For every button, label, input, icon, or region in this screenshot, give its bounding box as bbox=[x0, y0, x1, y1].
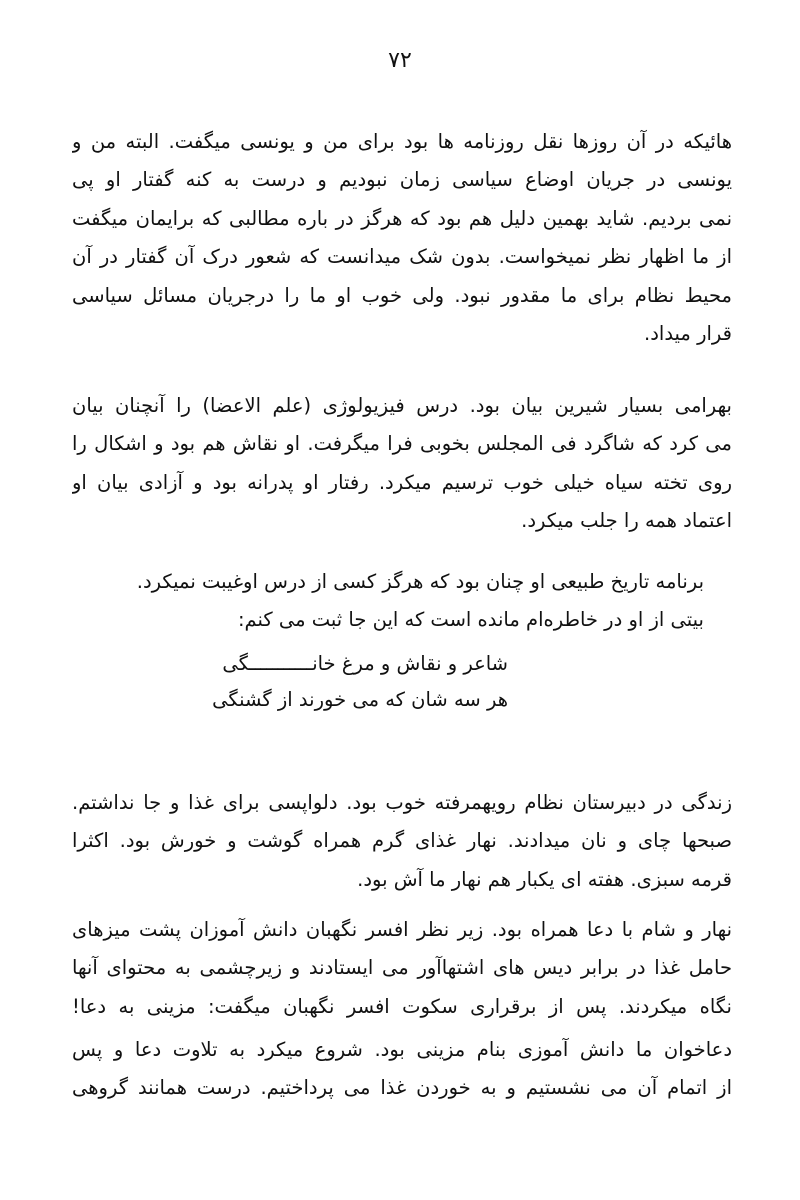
paragraph-line: صبحها چای و نان میدادند. نهار غذای گرم همراه گوشت و خورش بود. اکثرا bbox=[72, 829, 732, 853]
paragraph-natural-history bbox=[72, 563, 732, 640]
paragraph-line: می کرد که شاگرد فی المجلس بخوبی فرا میگرفت. او نقاش هم بود و اشکال را bbox=[72, 432, 732, 456]
paragraph-line: محیط نظام برای ما مقدور نبود. ولی خوب او ما را درجریان مسائل سیاسی bbox=[72, 283, 732, 307]
paragraph-military-school-life bbox=[72, 784, 732, 899]
paragraph-line: از اتمام آن می نشستیم و به خوردن غذا می پرداختیم. درست همانند گروهی bbox=[72, 1076, 732, 1100]
paragraph-meal-prayer bbox=[72, 911, 732, 1026]
paragraph-line: از ما اظهار نظر نمیخواست. بدون شک میدانست که شعور درک آن گفتار در آن bbox=[72, 245, 732, 269]
paragraph-line: قرار میداد. bbox=[644, 321, 732, 345]
paragraph-line: نگاه میکردند. پس از برقراری سکوت افسر نگهبان میگفت: مزینی به دعا! bbox=[72, 994, 732, 1018]
paragraph-line: نهار و شام با دعا همراه بود. زیر نظر افسر نگهبان دانش آموزان پشت میزهای bbox=[72, 918, 732, 941]
poem-line: شاعر و نقاش و مرغ خانـــــــــــگی bbox=[222, 652, 508, 675]
paragraph-line: زندگی در دبیرستان نظام رویهمرفته خوب بود. دلواپسی برای غذا و جا نداشتم. bbox=[72, 791, 732, 814]
paragraph-line: روی تخته سیاه خیلی خوب ترسیم میکرد. رفتار او پدرانه بود و آزادی بیان او bbox=[72, 470, 732, 494]
paragraph-political-discussions bbox=[72, 123, 732, 353]
paragraph-bahrami bbox=[72, 387, 732, 541]
paragraph-line: حامل غذا در برابر دیس های اشتهاآور می ایستادند و زیرچشمی به محتوای آنها bbox=[72, 956, 732, 980]
paragraph-prayer-reader bbox=[72, 1031, 732, 1108]
paragraph-line: قرمه سبزی. هفته ای یکبار هم نهار ما آش بود. bbox=[357, 867, 732, 891]
paragraph-line: دعاخوان ما دانش آموزی بنام مزینی بود. شروع میکرد به تلاوت دعا و پس bbox=[72, 1038, 732, 1061]
paragraph-line: هائیکه در آن روزها نقل روزنامه ها بود برای من و یونسی میگفت. البته من و bbox=[72, 130, 732, 153]
paragraph-line: برنامه تاریخ طبیعی او چنان بود که هرگز کسی از درس اوغیبت نمیکرد. bbox=[136, 570, 704, 593]
paragraph-line: بهرامی بسیار شیرین بیان بود. درس فیزیولوژی (علم الاعضا) را آنچنان بیان bbox=[72, 394, 732, 417]
paragraph-line: نمی بردیم. شاید بهمین دلیل هم بود که هرگز در باره مطالبی که برایمان میگفت bbox=[72, 206, 732, 230]
paragraph-line: بیتی از او در خاطره‌ام مانده است که این جا ثبت می کنم: bbox=[237, 608, 704, 632]
poem-verse bbox=[0, 646, 800, 718]
paragraph-line: اعتماد همه را جلب میکرد. bbox=[521, 509, 732, 533]
paragraph-line: یونسی در جریان اوضاع سیاسی زمان نبودیم و درست به کنه گفتار او پی bbox=[72, 168, 732, 192]
poem-line: هر سه شان که می خورند از گشنگی bbox=[212, 688, 508, 711]
page-number: ۷۲ bbox=[388, 48, 412, 73]
